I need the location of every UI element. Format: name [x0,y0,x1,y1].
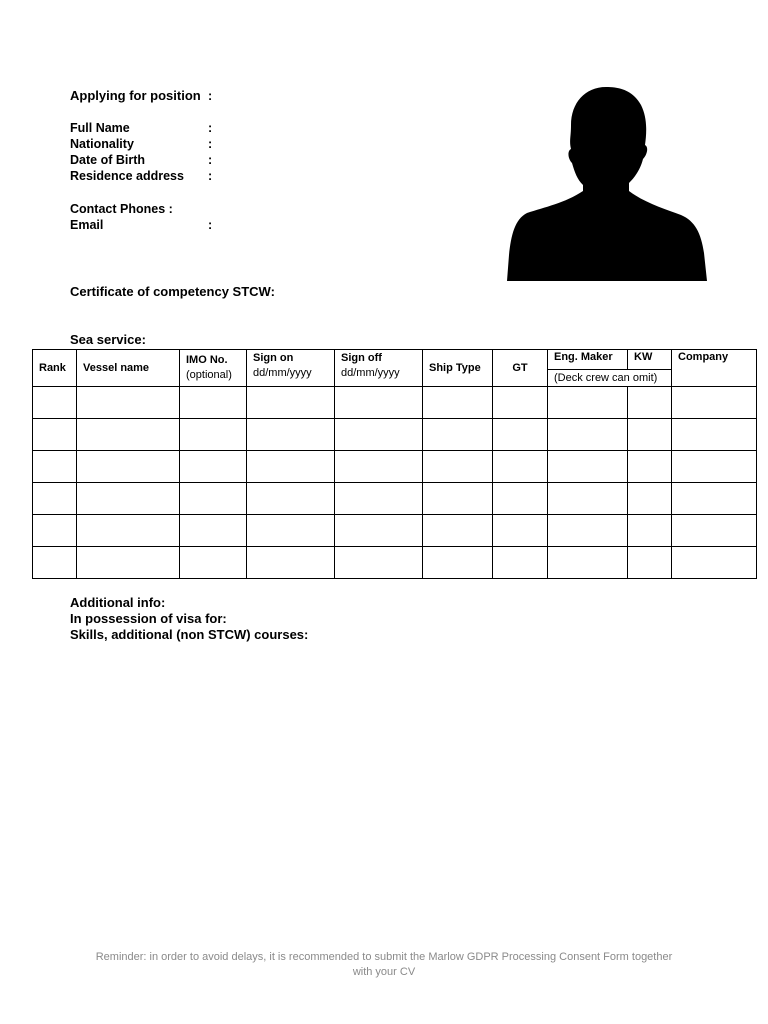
colon: : [208,169,213,183]
cell-sign-on[interactable] [247,483,335,515]
header-deck-crew-note: (Deck crew can omit) [548,370,672,387]
header-gt: GT [493,350,548,387]
gdpr-reminder [60,950,708,980]
cell-company[interactable] [672,547,757,579]
cell-rank[interactable] [33,483,77,515]
header-sign-off-format: dd/mm/yyyy [341,367,400,379]
table-row [33,387,757,419]
cell-kw[interactable] [628,419,672,451]
sea-service-title: Sea service: [70,332,146,347]
nationality-label: Nationality [70,137,134,151]
table-row [33,547,757,579]
header-eng-maker: Eng. Maker [548,350,628,370]
cell-rank[interactable] [33,387,77,419]
header-imo [180,350,247,387]
cell-ship-type[interactable] [423,387,493,419]
visa-label: In possession of visa for: [70,611,227,626]
cell-ship-type[interactable] [423,547,493,579]
cell-eng-maker[interactable] [548,419,628,451]
cell-kw[interactable] [628,451,672,483]
gdpr-reminder-line-1: Reminder: in order to avoid delays, it is recommended to submit the Marlow GDPR Processing Consent Form together [95,951,673,963]
header-sign-off [335,350,423,387]
header-imo-note: (optional) [186,369,232,381]
cell-sign-on[interactable] [247,515,335,547]
cell-eng-maker[interactable] [548,451,628,483]
cell-ship-type[interactable] [423,419,493,451]
cell-sign-off[interactable] [335,483,423,515]
cell-gt[interactable] [493,451,548,483]
cell-vessel-name[interactable] [77,547,180,579]
header-kw: KW [628,350,672,370]
cell-kw[interactable] [628,547,672,579]
cell-company[interactable] [672,451,757,483]
cell-sign-on[interactable] [247,547,335,579]
sea-service-table [32,349,757,579]
cell-eng-maker[interactable] [548,547,628,579]
cell-sign-off[interactable] [335,387,423,419]
cell-vessel-name[interactable] [77,419,180,451]
cell-gt[interactable] [493,387,548,419]
header-ship-type: Ship Type [423,350,493,387]
cell-rank[interactable] [33,547,77,579]
cell-sign-off[interactable] [335,547,423,579]
cell-vessel-name[interactable] [77,483,180,515]
cell-sign-off[interactable] [335,515,423,547]
header-sign-on-format: dd/mm/yyyy [253,367,312,379]
cell-imo[interactable] [180,419,247,451]
colon: : [208,89,213,103]
header-sign-on [247,350,335,387]
residence-label: Residence address [70,169,184,183]
table-row [33,451,757,483]
dob-label: Date of Birth [70,153,145,167]
cell-imo[interactable] [180,515,247,547]
cell-ship-type[interactable] [423,451,493,483]
email-label: Email [70,218,104,232]
colon: : [208,153,213,167]
full-name-label: Full Name [70,121,130,135]
person-silhouette-icon [505,85,710,281]
colon: : [208,218,213,232]
cell-vessel-name[interactable] [77,387,180,419]
cell-kw[interactable] [628,387,672,419]
header-rank: Rank [33,350,77,387]
table-row [33,483,757,515]
cell-eng-maker[interactable] [548,515,628,547]
cell-sign-off[interactable] [335,419,423,451]
cell-imo[interactable] [180,387,247,419]
gdpr-reminder-line-2: with your CV [352,966,416,978]
cell-gt[interactable] [493,419,548,451]
header-sign-on-label: Sign on [253,352,294,364]
cell-kw[interactable] [628,515,672,547]
header-company: Company [672,350,757,387]
contact-phones-label: Contact Phones : [70,202,173,216]
cell-company[interactable] [672,515,757,547]
cell-company[interactable] [672,419,757,451]
cell-company[interactable] [672,483,757,515]
header-vessel-name: Vessel name [77,350,180,387]
table-row [33,419,757,451]
cell-kw[interactable] [628,483,672,515]
cell-sign-off[interactable] [335,451,423,483]
cell-sign-on[interactable] [247,387,335,419]
cell-eng-maker[interactable] [548,483,628,515]
cell-sign-on[interactable] [247,451,335,483]
cell-gt[interactable] [493,547,548,579]
applying-label: Applying for position [70,88,201,103]
cell-ship-type[interactable] [423,483,493,515]
colon: : [208,137,213,151]
cell-vessel-name[interactable] [77,451,180,483]
cell-imo[interactable] [180,451,247,483]
cell-rank[interactable] [33,515,77,547]
cell-imo[interactable] [180,483,247,515]
cell-gt[interactable] [493,515,548,547]
cell-eng-maker[interactable] [548,387,628,419]
cell-sign-on[interactable] [247,419,335,451]
header-imo-label: IMO No. [186,354,228,366]
header-sign-off-label: Sign off [341,352,382,364]
cell-imo[interactable] [180,547,247,579]
additional-info-title: Additional info: [70,595,166,610]
cell-company[interactable] [672,387,757,419]
colon: : [208,121,213,135]
cell-vessel-name[interactable] [77,515,180,547]
cell-rank[interactable] [33,419,77,451]
certificate-label: Certificate of competency STCW: [70,284,275,299]
skills-label: Skills, additional (non STCW) courses: [70,627,309,642]
table-row [33,515,757,547]
cell-rank[interactable] [33,451,77,483]
cell-gt[interactable] [493,483,548,515]
cell-ship-type[interactable] [423,515,493,547]
